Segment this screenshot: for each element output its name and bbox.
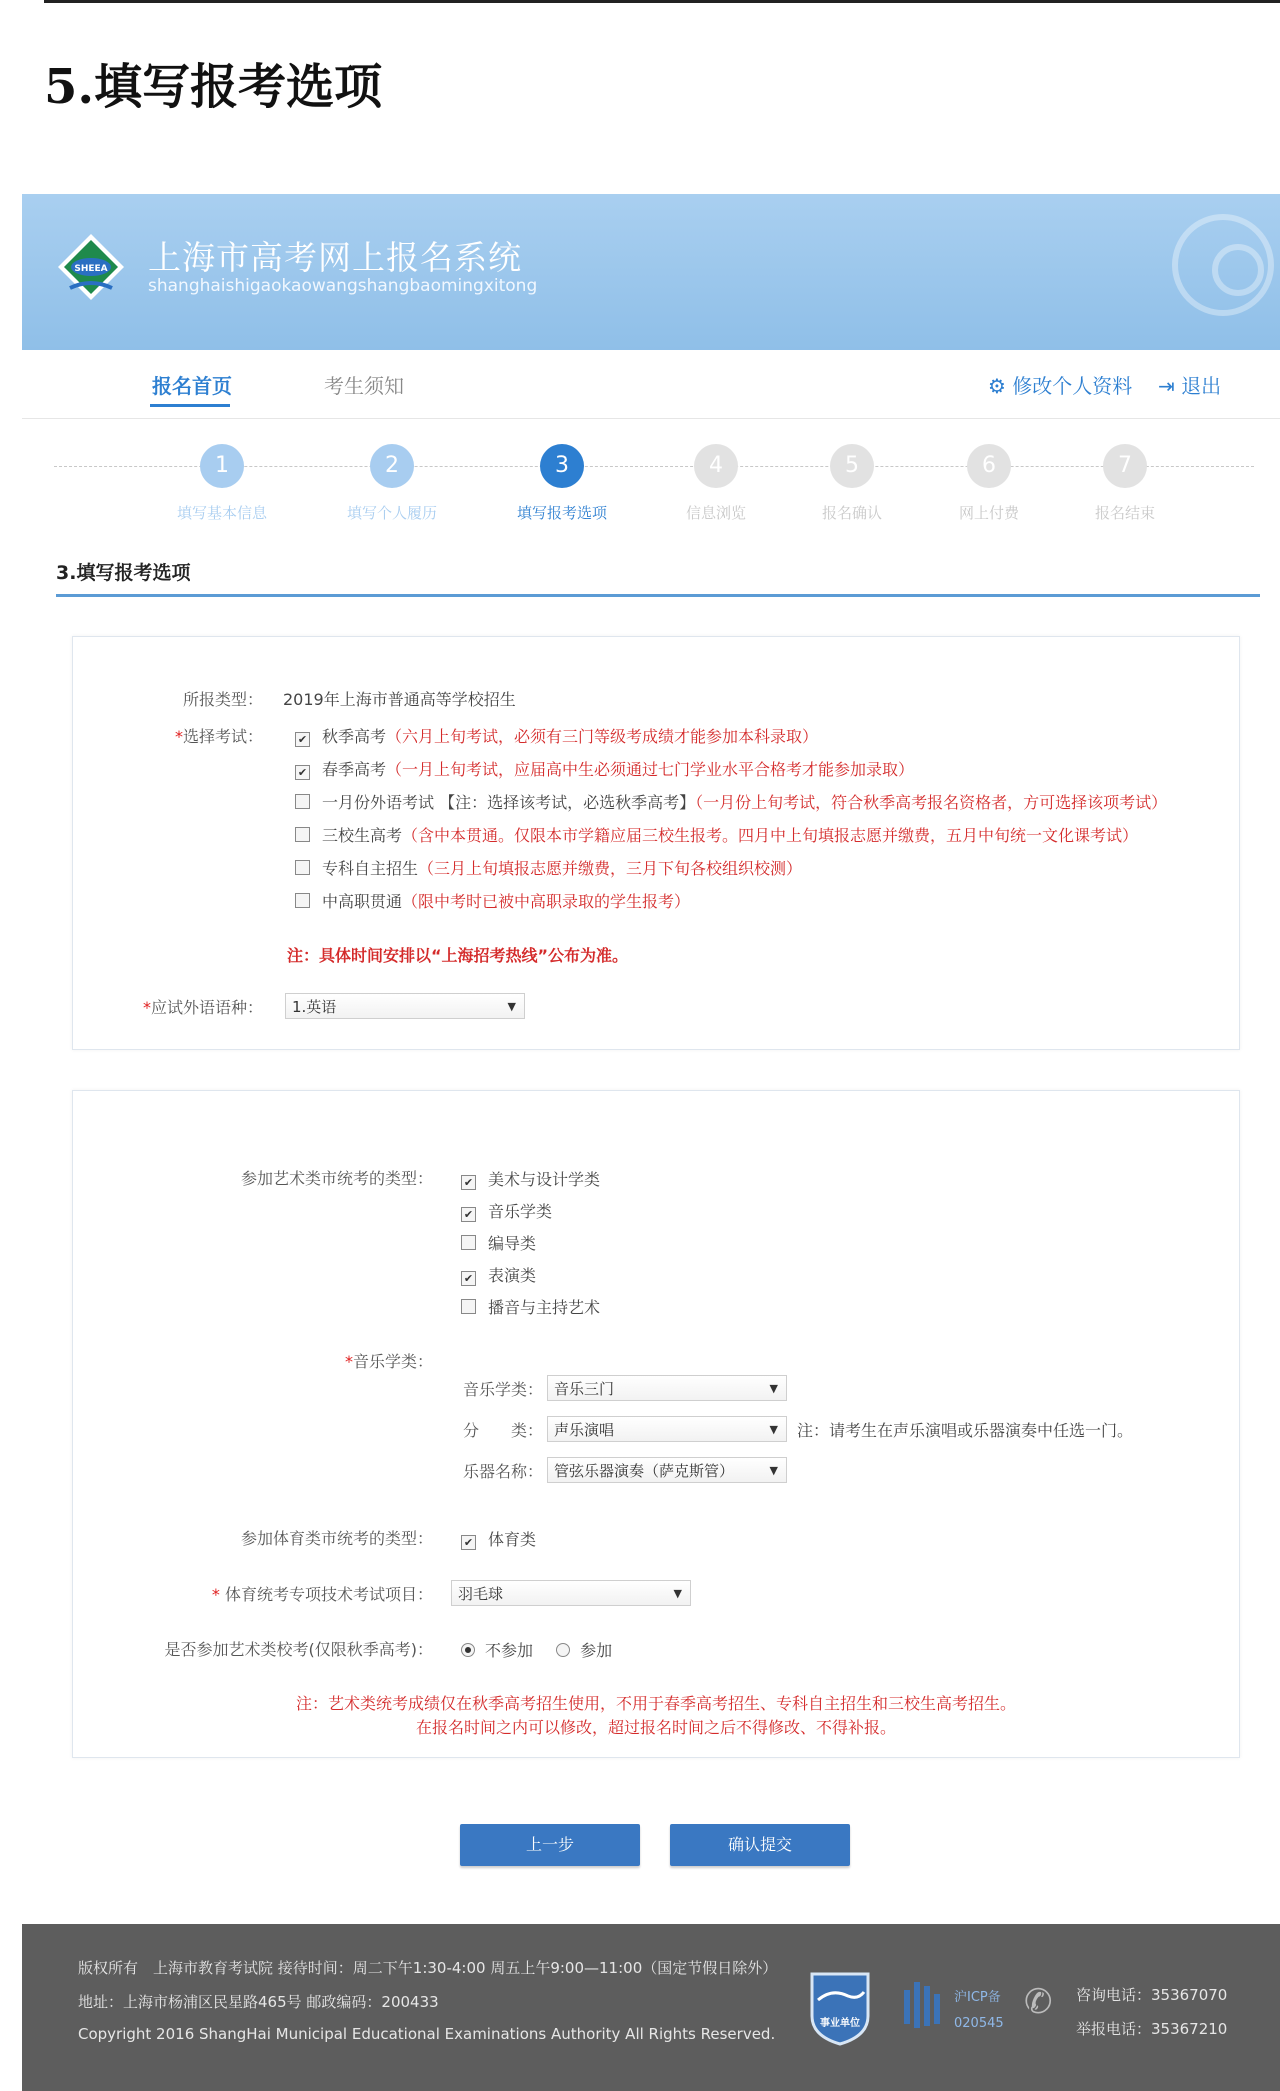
checkbox-unchecked[interactable] [461,1235,476,1250]
top-rule [44,0,1280,3]
checkbox-checked[interactable]: ✔ [295,732,310,747]
art-type-broadcasting[interactable] [461,1295,600,1318]
edit-profile-link[interactable] [988,370,1132,399]
exam-name: 秋季高考 [322,727,387,746]
type-label: 所报类型： [182,690,263,709]
section-title: 3.填写报考选项 [56,562,191,584]
art-type-performance[interactable] [461,1263,536,1286]
step-1 [147,444,297,523]
step-label: 信息浏览 [685,504,746,522]
consult-phone: 咨询电话：35367070 [1076,1986,1228,2004]
report-phone: 举报电话：35367210 [1076,2020,1228,2038]
school-exam-label: 是否参加艺术类校考(仅限秋季高考)： [164,1640,433,1659]
art-type-fine-arts[interactable] [461,1167,600,1190]
checkbox-checked[interactable]: ✔ [461,1207,476,1222]
institution-badge-icon [808,1970,872,2046]
exam-desc: （含中本贯通。仅限本市学籍应届三校生报考。四月中上旬填报志愿并缴费，五月中旬统一文化课考试） [402,826,1139,845]
step-label: 网上付费 [958,504,1019,522]
step-number: 1 [200,444,244,488]
radio-no-label: 不参加 [485,1641,534,1660]
radio-yes-label: 参加 [580,1641,613,1660]
radio-yes[interactable] [556,1641,612,1660]
music-subject-select[interactable] [547,1375,787,1401]
exam-label-text: 选择考试： [182,727,263,746]
art-type-directing[interactable] [461,1231,536,1254]
submit-button[interactable]: 确认提交 [670,1824,850,1866]
sport-type-label: 参加体育类市统考的类型： [240,1529,433,1548]
icp-label: 沪ICP备 [954,1990,1001,2005]
art-type-name: 播音与主持艺术 [488,1298,601,1317]
step-label: 填写基本信息 [176,504,267,522]
sheea-logo-icon [56,232,126,302]
step-6 [914,444,1064,523]
step-label: 填写报考选项 [516,504,607,522]
lang-label-text: 应试外语语种： [150,998,263,1017]
art-note-line2: 在报名时间之内可以修改，超过报名时间之后不得修改、不得补报。 [415,1718,896,1737]
art-type-name: 编导类 [488,1234,537,1253]
nav-home[interactable]: 报名首页 [152,374,232,398]
music-label: *音乐学类： [344,1352,433,1371]
exam-option-spring[interactable] [295,757,914,780]
step-3 [487,444,637,523]
sport-item-value: 羽毛球 [458,1585,504,1603]
category-label: 分 类： [462,1421,543,1440]
chevron-down-icon: ▼ [769,1464,778,1477]
section-underline [56,594,1260,597]
checkbox-checked[interactable]: ✔ [461,1535,476,1550]
exam-name: 春季高考 [322,760,387,779]
footer-address-line: 地址：上海市杨浦区民星路465号 邮政编码：200433 [78,1993,439,2011]
exam-options-panel [72,636,1240,1050]
step-5 [777,444,927,523]
exam-desc: （一月上旬考试，应届高中生必须通过七门学业水平合格考才能参加录取） [386,760,915,779]
exam-name: 一月份外语考试 【注：选择该考试，必选秋季高考】 [322,793,696,812]
checkbox-unchecked[interactable] [295,860,310,875]
exam-option-january-language[interactable] [295,790,1167,813]
logo-text: SHEEA [74,264,108,274]
music-label-text: 音乐学类： [352,1352,433,1371]
step-number: 7 [1103,444,1147,488]
exam-desc: （限中考时已被中高职录取的学生报考） [402,892,691,911]
exam-option-autumn[interactable] [295,724,818,747]
document-heading: 5.填写报考选项 [44,59,383,115]
sport-type-sports[interactable] [461,1527,536,1550]
checkbox-unchecked[interactable] [461,1299,476,1314]
checkbox-checked[interactable]: ✔ [461,1175,476,1190]
gear-icon: ⚙ [988,374,1006,398]
art-type-label: 参加艺术类市统考的类型： [240,1169,433,1188]
step-7 [1050,444,1200,523]
system-subtitle: shanghaishigaokaowangshangbaomingxitong [148,276,538,296]
footer-copyright-en: Copyright 2016 ShangHai Municipal Educational Examinations Authority All Rights Reserved. [78,2025,776,2043]
step-2 [317,444,467,523]
badge-text: 事业单位 [820,2018,860,2029]
instrument-label: 乐器名称： [462,1462,543,1481]
nav-active-underline [150,404,230,407]
step-4 [641,444,791,523]
school-exam-radio-group [461,1638,612,1661]
page-footer [22,1924,1280,2091]
cloud-decoration [1212,244,1264,296]
phone-icon: ✆ [1024,1982,1053,2022]
prev-button[interactable]: 上一步 [460,1824,640,1866]
step-number: 6 [967,444,1011,488]
art-type-name: 美术与设计学类 [488,1170,601,1189]
category-note: 注：请考生在声乐演唱或乐器演奏中任选一门。 [797,1421,1134,1440]
exam-name: 专科自主招生 [322,859,419,878]
sport-item-label-text: 体育统考专项技术考试项目： [224,1585,433,1604]
logout-link[interactable] [1158,370,1221,399]
system-title: 上海市高考网上报名系统 [148,238,522,277]
step-label: 填写个人履历 [346,504,437,522]
type-value: 2019年上海市普通高等学校招生 [283,690,516,709]
step-number: 4 [694,444,738,488]
logout-icon: ⇥ [1158,374,1175,398]
instrument-value: 管弦乐器演奏（萨克斯管） [554,1462,735,1480]
art-type-name: 音乐学类 [488,1202,553,1221]
checkbox-unchecked[interactable] [295,794,310,809]
instrument-select[interactable] [547,1457,787,1483]
sport-type-name: 体育类 [488,1530,537,1549]
top-nav [22,350,1280,419]
exam-option-three-schools[interactable] [295,823,1138,846]
language-select-value: 1.英语 [292,998,337,1016]
icp-number: 020545 [954,2016,1004,2031]
edit-profile-label: 修改个人资料 [1012,374,1133,398]
chevron-down-icon: ▼ [507,1000,516,1013]
exam-desc: （一月份上旬考试，符合秋季高考报名资格者，方可选择该项考试） [695,793,1168,812]
exam-label: *选择考试： [174,727,263,746]
exam-name: 中高职贯通 [322,892,403,911]
category-select[interactable] [547,1416,787,1442]
checkbox-checked[interactable]: ✔ [295,765,310,780]
exam-name: 三校生高考 [322,826,403,845]
radio-unselected-icon [556,1643,570,1657]
screenshot-frame [22,194,1280,2091]
logout-label: 退出 [1181,374,1222,398]
art-type-name: 表演类 [488,1266,537,1285]
sport-item-select[interactable] [451,1580,691,1606]
exam-option-college-self[interactable] [295,856,802,879]
music-subject-value: 音乐三门 [554,1380,615,1398]
checkbox-checked[interactable]: ✔ [461,1271,476,1286]
art-note-line1: 注：艺术类统考成绩仅在秋季高考招生使用，不用于春季高考招生、专科自主招生和三校生高考招生。 [295,1694,1016,1713]
radio-selected-icon [461,1643,475,1657]
step-label: 报名结束 [1094,504,1155,522]
exam-option-vocational[interactable] [295,889,690,912]
step-number: 5 [830,444,874,488]
checkbox-unchecked[interactable] [295,893,310,908]
schedule-note: 注：具体时间安排以“上海招考热线”公布为准。 [287,946,629,965]
radio-no[interactable] [461,1641,533,1660]
step-number: 3 [540,444,584,488]
art-type-music[interactable] [461,1199,552,1222]
nav-notice[interactable]: 考生须知 [324,374,404,398]
header-banner [22,194,1280,350]
chevron-down-icon: ▼ [769,1423,778,1436]
step-label: 报名确认 [821,504,882,522]
step-number: 2 [370,444,414,488]
exam-desc: （三月上旬填报志愿并缴费，三月下旬各校组织校测） [418,859,803,878]
lang-label: *应试外语语种： [142,998,263,1017]
chevron-down-icon: ▼ [769,1382,778,1395]
checkbox-unchecked[interactable] [295,827,310,842]
icp-building-icon [900,1980,944,2030]
footer-copyright-line: 版权所有 上海市教育考试院 接待时间：周二下午1:30-4:00 周五上午9:00—11:00（国定节假日除外） [78,1959,778,1977]
category-value: 声乐演唱 [554,1421,615,1439]
sport-item-label: * 体育统考专项技术考试项目： [211,1585,433,1604]
progress-steps [22,444,1280,524]
language-select[interactable] [285,993,525,1019]
exam-desc: （六月上旬考试，必须有三门等级考成绩才能参加本科录取） [386,727,819,746]
art-sport-panel [72,1090,1240,1758]
chevron-down-icon: ▼ [673,1587,682,1600]
music-sub-label: 音乐学类： [462,1380,543,1399]
